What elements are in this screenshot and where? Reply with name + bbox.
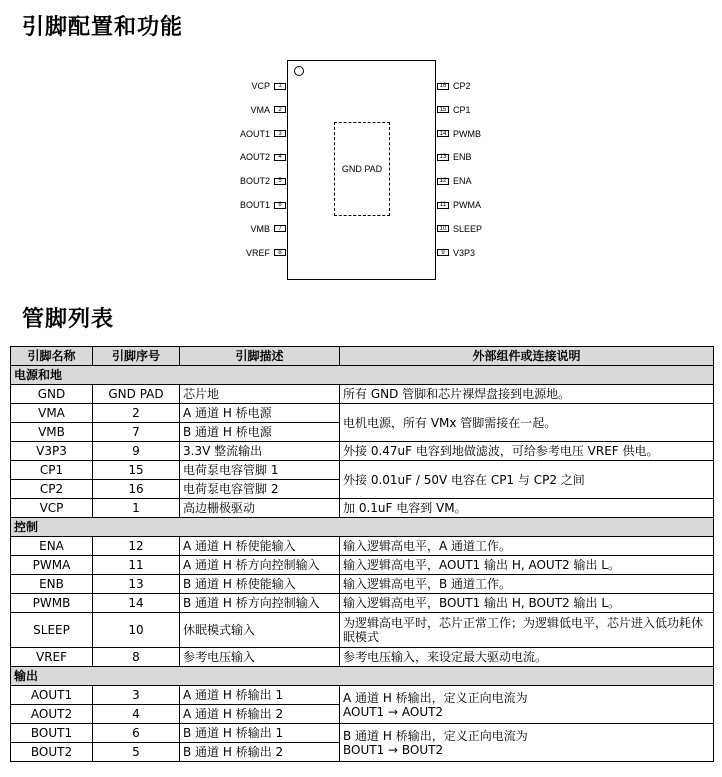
pin-name-label: VCP — [251, 81, 270, 91]
pin-number: 10 — [93, 613, 180, 648]
pin-bout2 — [240, 176, 286, 186]
pin-number: 1 — [93, 499, 180, 518]
pin-table — [10, 346, 714, 762]
pin-number: 5 — [93, 743, 180, 762]
pin-name: SLEEP — [11, 613, 93, 648]
pin-name: V3P3 — [11, 442, 93, 461]
pin-number-box: 10 — [437, 225, 449, 232]
section-label: 电源和地 — [11, 366, 714, 385]
pin-cp1 — [437, 105, 471, 115]
table-row — [11, 385, 714, 404]
pin-vcp — [251, 81, 286, 91]
pin-number-box: 5 — [274, 178, 286, 185]
pin-description: A 通道 H 桥方向控制输入 — [180, 556, 340, 575]
pin-notes: 参考电压输入，来设定最大驱动电流。 — [340, 648, 714, 667]
pin-notes: 电机电源，所有 VMx 管脚需接在一起。 — [340, 404, 714, 442]
pin-number-box: 2 — [274, 106, 286, 113]
pin-pwmb — [437, 129, 481, 139]
pin-name: CP2 — [11, 480, 93, 499]
pin-notes: 输入逻辑高电平，BOUT1 输出 H, BOUT2 输出 L。 — [340, 594, 714, 613]
pin-name-label: SLEEP — [453, 223, 483, 234]
pin-cp2 — [437, 81, 471, 91]
pin-name: AOUT1 — [11, 686, 93, 705]
pin-description: 芯片地 — [180, 385, 340, 404]
pin-notes — [340, 686, 714, 724]
pin-number: 6 — [93, 724, 180, 743]
pin-name-label: CP1 — [453, 104, 471, 115]
pin-number-box: 8 — [274, 249, 286, 256]
table-row — [11, 537, 714, 556]
pin-sleep — [437, 224, 482, 234]
pin-number-box: 7 — [274, 225, 286, 232]
section-label: 控制 — [11, 518, 714, 537]
pin-description: B 通道 H 桥使能输入 — [180, 575, 340, 594]
pin-name-label: VMB — [250, 223, 270, 234]
pin-name: VREF — [11, 648, 93, 667]
table-header-row — [11, 347, 714, 366]
pin-ena — [437, 176, 472, 186]
table-row — [11, 594, 714, 613]
pin-name-label: BOUT1 — [239, 200, 270, 210]
section-row-output — [11, 667, 714, 686]
pin-description: A 通道 H 桥电源 — [180, 404, 340, 423]
table-row — [11, 461, 714, 480]
pin-number-box: 3 — [274, 130, 286, 137]
pin-description: 电荷泵电容管脚 2 — [180, 480, 340, 499]
pin-name: VMA — [11, 404, 93, 423]
pin-name-label: ENA — [453, 176, 472, 187]
pin-number: 16 — [93, 480, 180, 499]
pin-name-label: V3P3 — [453, 247, 476, 258]
table-row — [11, 648, 714, 667]
pin-number: 4 — [93, 705, 180, 724]
header-pin-number: 引脚序号 — [93, 347, 180, 366]
table-row — [11, 613, 714, 648]
pin-number-box: 1 — [274, 83, 286, 90]
pin-name: ENA — [11, 537, 93, 556]
pin-name-label: PWMA — [453, 200, 481, 210]
pin-name: BOUT2 — [11, 743, 93, 762]
pin-description: A 通道 H 桥输出 1 — [180, 686, 340, 705]
gnd-pad: GND PAD — [334, 122, 390, 216]
pin-number-box: 16 — [437, 83, 449, 90]
pin-description: 参考电压输入 — [180, 648, 340, 667]
pin-name-label: AOUT1 — [239, 128, 270, 139]
pin-number: 14 — [93, 594, 180, 613]
pin-name: VCP — [11, 499, 93, 518]
header-pin-description: 引脚描述 — [180, 347, 340, 366]
pin-bout1 — [240, 200, 286, 210]
pin-description: 3.3V 整流输出 — [180, 442, 340, 461]
pin-notes: 加 0.1uF 电容到 VM。 — [340, 499, 714, 518]
pin-number: 13 — [93, 575, 180, 594]
note-line: B 通道 H 桥输出，定义正向电流为 — [343, 728, 528, 743]
table-row — [11, 724, 714, 743]
pin-number: 3 — [93, 686, 180, 705]
pin-name: PWMA — [11, 556, 93, 575]
pin-notes: 所有 GND 管脚和芯片裸焊盘接到电源地。 — [340, 385, 714, 404]
pin-notes: 外接 0.01uF / 50V 电容在 CP1 与 CP2 之间 — [340, 461, 714, 499]
pin-number: 15 — [93, 461, 180, 480]
pin-name: GND — [11, 385, 93, 404]
pin-number-box: 9 — [437, 249, 449, 256]
pin-description: A 通道 H 桥使能输入 — [180, 537, 340, 556]
note-line: A 通道 H 桥输出，定义正向电流为 — [343, 690, 528, 705]
pin-name-label: PWMB — [453, 128, 481, 139]
section-label: 输出 — [11, 667, 714, 686]
pin-number: 7 — [93, 423, 180, 442]
pin-description: B 通道 H 桥电源 — [180, 423, 340, 442]
table-row — [11, 442, 714, 461]
pin-description: 电荷泵电容管脚 1 — [180, 461, 340, 480]
pin-description: A 通道 H 桥输出 2 — [180, 705, 340, 724]
pin-number: 11 — [93, 556, 180, 575]
note-line: AOUT1 → AOUT2 — [343, 704, 444, 719]
pin-name: PWMB — [11, 594, 93, 613]
section-title-pin-list: 管脚列表 — [22, 307, 115, 332]
pin-vmb — [250, 224, 286, 234]
table-row — [11, 686, 714, 705]
pin-number: 2 — [93, 404, 180, 423]
note-line: BOUT1 → BOUT2 — [343, 742, 444, 757]
pin-name: BOUT1 — [11, 724, 93, 743]
pin-name: ENB — [11, 575, 93, 594]
pin-notes — [340, 724, 714, 762]
pin-notes: 输入逻辑高电平，A 通道工作。 — [340, 537, 714, 556]
pin-number-box: 14 — [437, 130, 449, 137]
pin-name-label: ENB — [453, 152, 472, 163]
pin-name-label: VREF — [245, 247, 270, 258]
pin-number-box: 15 — [437, 106, 449, 113]
section-title-pin-config: 引脚配置和功能 — [22, 15, 184, 40]
pin1-marker — [294, 66, 304, 76]
pin-notes: 输入逻辑高电平，B 通道工作。 — [340, 575, 714, 594]
pin-number-box: 12 — [437, 178, 449, 185]
pin-number: 9 — [93, 442, 180, 461]
pin-description: B 通道 H 桥输出 1 — [180, 724, 340, 743]
pin-number-box: 4 — [274, 154, 286, 161]
pin-name-label: AOUT2 — [239, 152, 270, 163]
pin-name-label: CP2 — [453, 81, 471, 91]
header-pin-name: 引脚名称 — [11, 347, 93, 366]
pin-description: 休眠模式输入 — [180, 613, 340, 648]
pin-number: 8 — [93, 648, 180, 667]
pin-number: GND PAD — [93, 385, 180, 404]
pin-notes: 输入逻辑高电平，AOUT1 输出 H, AOUT2 输出 L。 — [340, 556, 714, 575]
table-row — [11, 499, 714, 518]
pin-name-label: VMA — [250, 104, 270, 115]
table-row — [11, 556, 714, 575]
section-row-control — [11, 518, 714, 537]
pin-description: B 通道 H 桥输出 2 — [180, 743, 340, 762]
pin-number-box: 6 — [274, 202, 286, 209]
pin-aout2 — [240, 152, 286, 162]
pin-description: 高边栅极驱动 — [180, 499, 340, 518]
pin-description: B 通道 H 桥方向控制输入 — [180, 594, 340, 613]
pin-pwma — [437, 200, 481, 210]
pin-number-box: 13 — [437, 154, 449, 161]
table-row — [11, 575, 714, 594]
pin-number: 12 — [93, 537, 180, 556]
pin-aout1 — [240, 129, 286, 139]
pin-number-box: 11 — [437, 202, 449, 209]
pin-enb — [437, 152, 472, 162]
chip-package-diagram — [287, 60, 436, 280]
pin-notes: 外接 0.47uF 电容到地做滤波，可给参考电压 VREF 供电。 — [340, 442, 714, 461]
pin-name: CP1 — [11, 461, 93, 480]
section-row-power — [11, 366, 714, 385]
header-connection-notes: 外部组件或连接说明 — [340, 347, 714, 366]
pin-name: VMB — [11, 423, 93, 442]
pin-notes: 为逻辑高电平时，芯片正常工作；为逻辑低电平，芯片进入低功耗休眠模式 — [340, 613, 714, 648]
pin-v3p3 — [437, 248, 475, 258]
pin-name: AOUT2 — [11, 705, 93, 724]
pin-name-label: BOUT2 — [239, 176, 270, 187]
pin-vref — [246, 248, 286, 258]
pin-vma — [250, 105, 286, 115]
table-row — [11, 404, 714, 423]
